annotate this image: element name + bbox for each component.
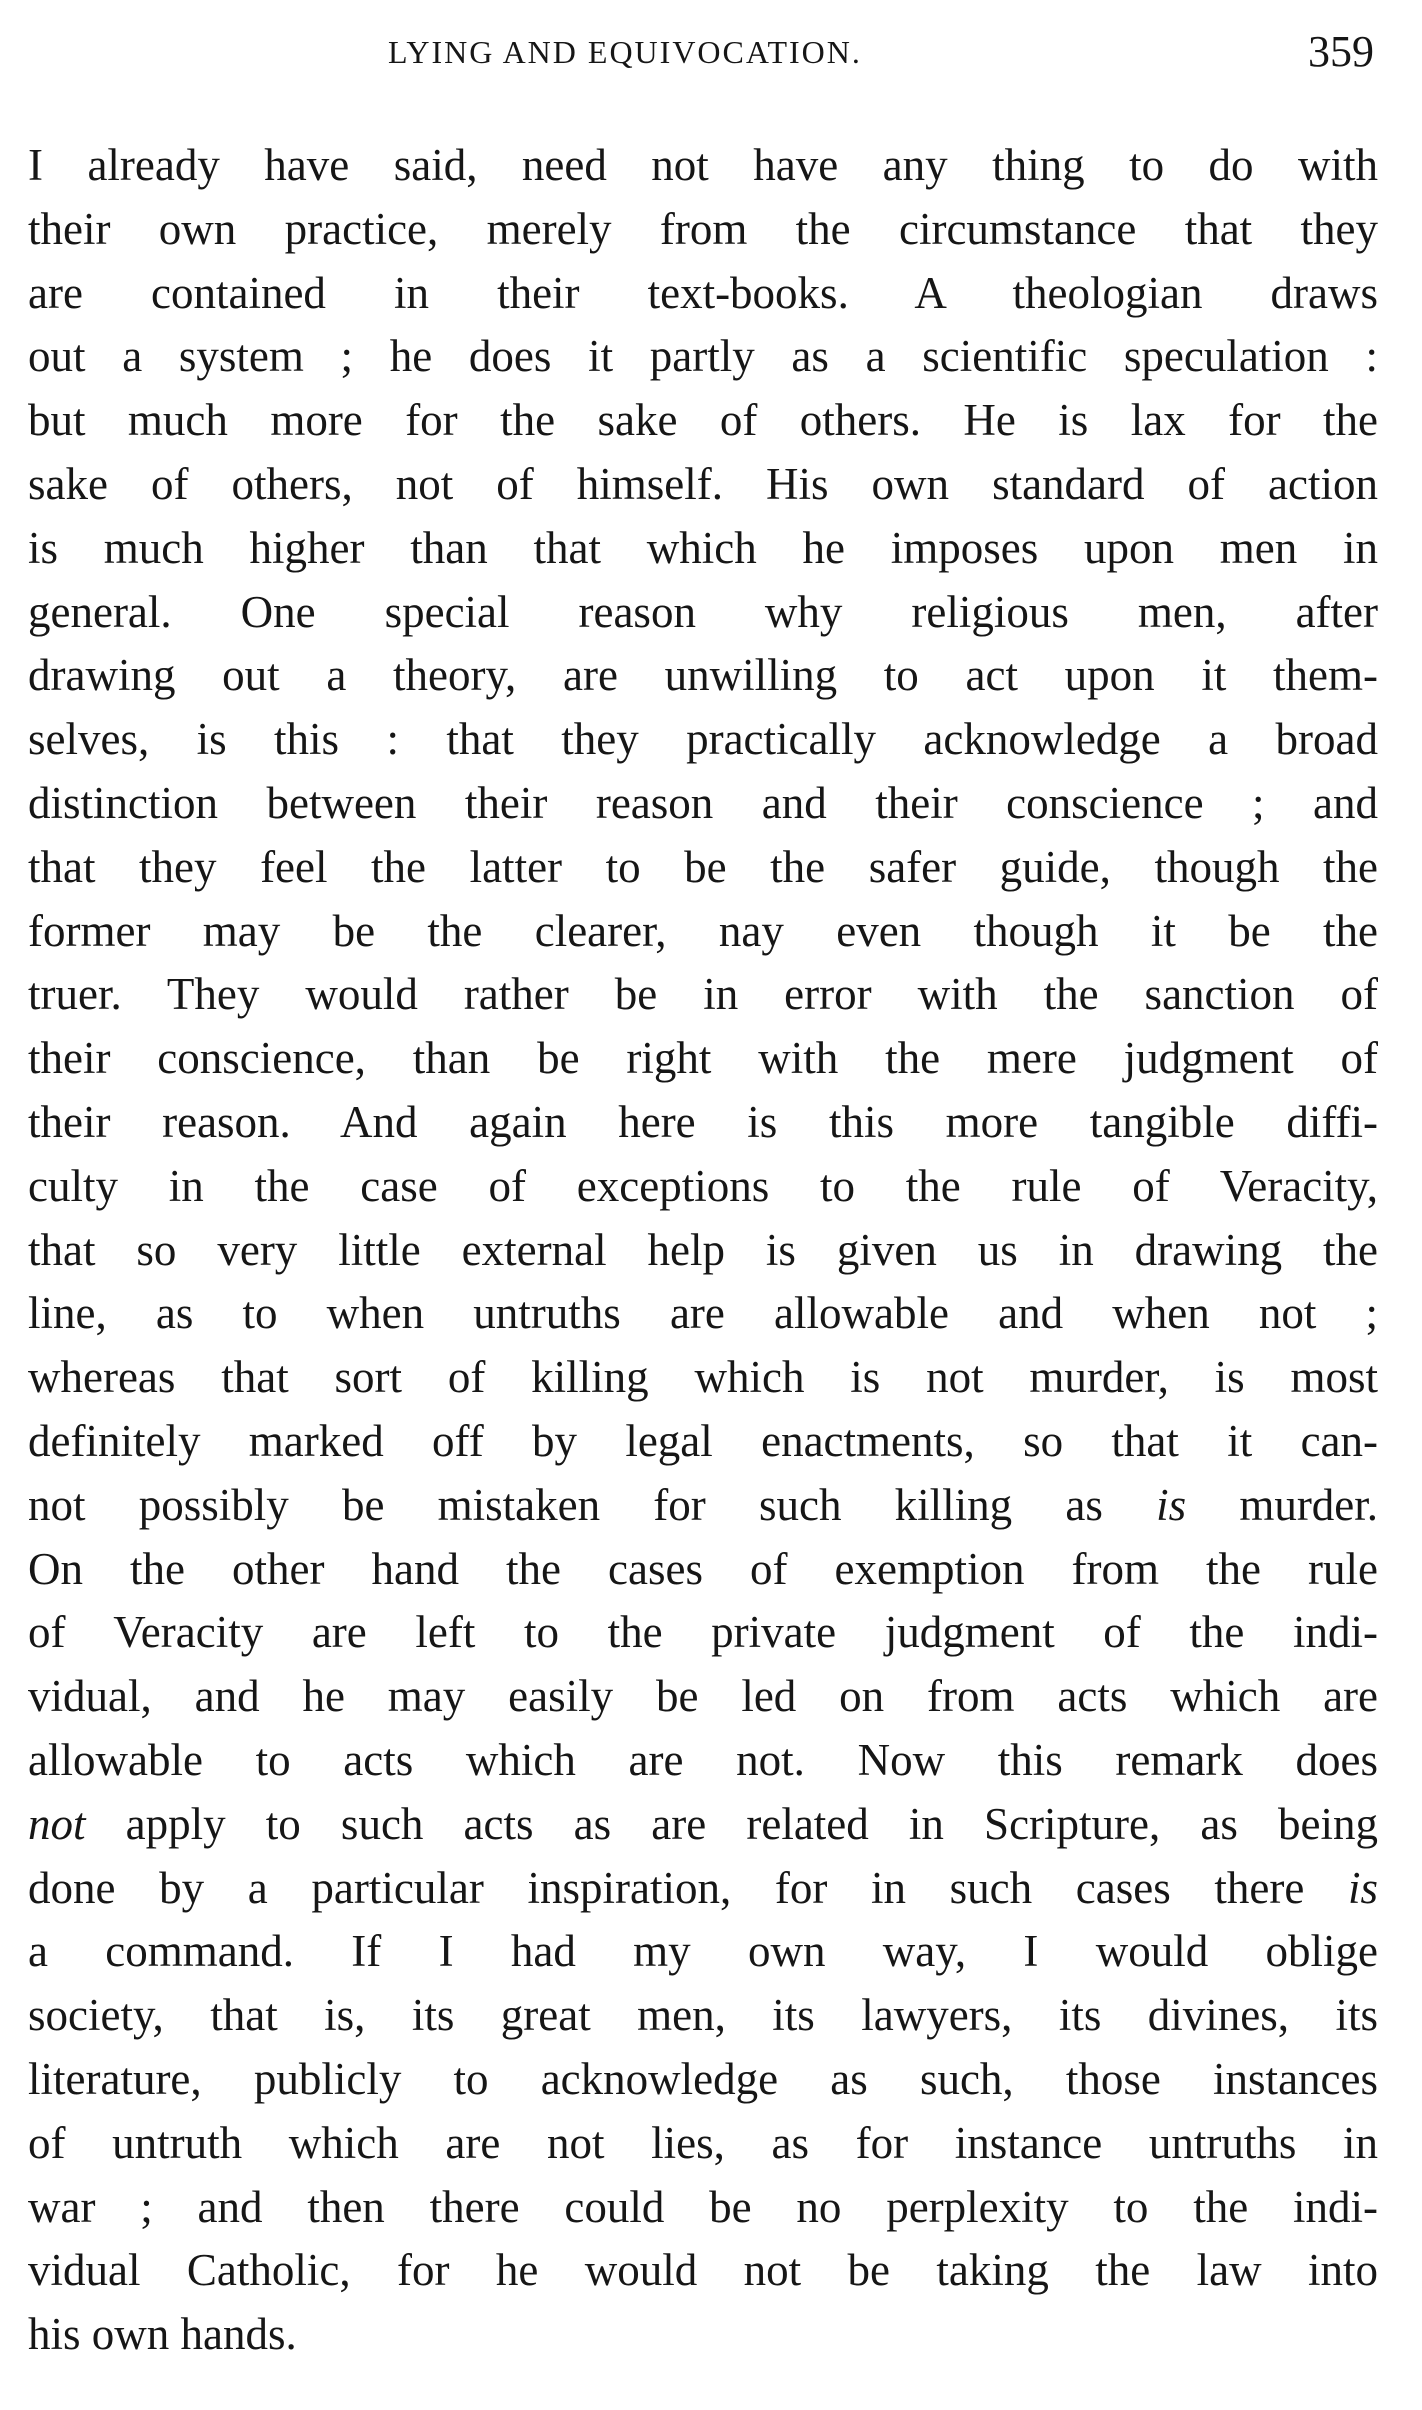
text-segment: apply to such acts as are related in Scripture, as being (125, 1798, 1379, 1849)
text-line: distinction between their reason and their conscience ; and (28, 777, 1378, 828)
text-line: is much higher than that which he imposes upon men in (28, 522, 1378, 573)
text-line: vidual Catholic, for he would not be taking the law into (28, 2245, 1378, 2296)
text-line: are contained in their text-books. A theologian draws (28, 267, 1378, 318)
italic-word: is (1156, 1479, 1187, 1530)
text-line-with-italic (28, 1857, 1378, 1921)
text-line: allowable to acts which are not. Now this remark does (28, 1734, 1378, 1785)
text-line: culty in the case of exceptions to the rule of Veracity, (28, 1160, 1378, 1211)
text-line: On the other hand the cases of exemption from the rule (28, 1543, 1378, 1594)
text-line: selves, is this : that they practically acknowledge a broad (28, 714, 1378, 765)
running-head (28, 26, 1378, 86)
text-line: of Veracity are left to the private judgment of the indi- (28, 1607, 1378, 1658)
text-line: I already have said, need not have any thing to do with (28, 140, 1378, 190)
text-line: line, as to when untruths are allowable and when not ; (28, 1288, 1378, 1339)
text-line: but much more for the sake of others. He is lax for the (28, 395, 1378, 446)
text-line: their reason. And again here is this more tangible diffi- (28, 1096, 1378, 1147)
text-line: a command. If I had my own way, I would oblige (28, 1926, 1378, 1977)
text-segment: not possibly be mistaken for such killing as (28, 1479, 1103, 1530)
text-line: their conscience, than be right with the mere judgment of (28, 1033, 1378, 1084)
italic-word: is (1347, 1862, 1378, 1913)
page-number: 359 (1308, 27, 1374, 76)
text-line: of untruth which are not lies, as for instance untruths in (28, 2117, 1378, 2168)
text-line: vidual, and he may easily be led on from acts which are (28, 1671, 1378, 1722)
text-segment: done by a particular inspiration, for in such cases there (28, 1862, 1305, 1913)
text-line: literature, publicly to acknowledge as such, those instances (28, 2053, 1378, 2104)
running-title: LYING AND EQUIVOCATION. (388, 34, 862, 70)
text-line: truer. They would rather be in error with the sanction of (28, 969, 1378, 1020)
text-line: war ; and then there could be no perplexity to the indi- (28, 2181, 1378, 2232)
text-line-with-italic (28, 1474, 1378, 1538)
text-line: society, that is, its great men, its lawyers, its divines, its (28, 1990, 1378, 2041)
text-line: out a system ; he does it partly as a scientific speculation : (28, 331, 1378, 382)
text-line: that so very little external help is given us in drawing the (28, 1224, 1378, 1275)
text-line: general. One special reason why religious men, after (28, 586, 1378, 637)
text-line: former may be the clearer, nay even though it be the (28, 905, 1378, 956)
text-line: their own practice, merely from the circumstance that they (28, 203, 1378, 254)
italic-word: not (28, 1798, 86, 1849)
text-line: whereas that sort of killing which is not murder, is most (28, 1352, 1378, 1403)
text-line: drawing out a theory, are unwilling to act upon it them- (28, 650, 1378, 701)
text-line: definitely marked off by legal enactments, so that it can- (28, 1415, 1378, 1466)
text-line-with-italic (28, 1793, 1378, 1857)
text-segment: murder. (1239, 1479, 1379, 1530)
text-line: sake of others, not of himself. His own standard of action (28, 458, 1378, 509)
text-line: that they feel the latter to be the safer guide, though the (28, 841, 1378, 892)
body-text (28, 134, 1378, 2367)
text-line: his own hands. (28, 2309, 297, 2360)
